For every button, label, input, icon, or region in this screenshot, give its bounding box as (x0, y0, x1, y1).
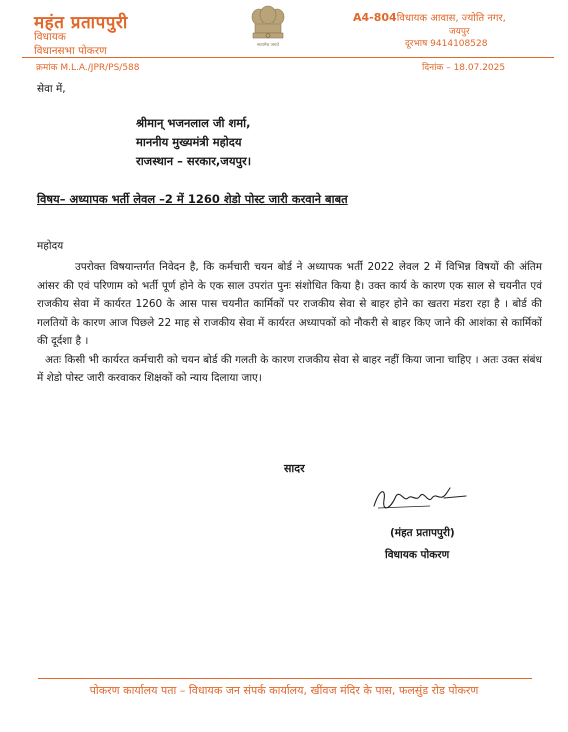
national-emblem-icon (247, 4, 289, 54)
handwritten-signature (370, 484, 470, 514)
letter-body (37, 258, 542, 388)
reference-number: क्रमांक M.L.A./JPR/PS/588 (36, 63, 140, 73)
letterhead-constituency: विधानसभा पोकरण (34, 45, 107, 57)
letter-date: दिनांक – 18.07.2025 (422, 63, 506, 73)
address-code: A4-804 (353, 11, 397, 24)
letterhead-name: महंत प्रतापपुरी (34, 13, 128, 33)
header-divider (22, 57, 554, 58)
recipient-designation: माननीय मुख्यमंत्री महोदय (136, 135, 242, 149)
phone-number: दूरभाष 9414108528 (405, 39, 488, 49)
signer-title: विधायक पोकरण (385, 549, 450, 561)
emblem-motto: सत्यमेव जयते (256, 43, 280, 48)
letterhead-address (353, 10, 506, 24)
salutation: महोदय (37, 240, 64, 252)
recipient-to: सेवा में, (37, 83, 66, 95)
closing-sadar: सादर (284, 462, 305, 475)
letterhead-designation: विधायक (34, 31, 66, 43)
footer-divider (38, 678, 532, 679)
recipient-location: राजस्थान – सरकार,जयपुर। (136, 154, 252, 168)
letter-subject: विषय– अध्यापक भर्ती लेवल –2 में 1260 शेडो पोस्ट जारी करवाने बाबत (37, 192, 348, 206)
recipient-name: श्रीमान् भजनलाल जी शर्मा, (136, 116, 251, 130)
address-city: जयपुर (449, 27, 470, 37)
signer-name: (मंहत प्रतापपुरी) (390, 527, 455, 539)
body-paragraph-2: अतः किसी भी कार्यरत कर्मचारी को चयन बोर्ड की गलती के कारण राजकीय सेवा से बाहर नहीं किया जाना चाहिए । अतः उक्त संबंध में शेडो पोस्ट जारी करवाकर शिक्षकों को न्याय दिलाया जाए। (37, 353, 542, 384)
footer-address: पोकरण कार्यालय पता – विधायक जन संपर्क कार्यालय, खींवज मंदिर के पास, फलसुंड रोड पोकरण (89, 684, 479, 697)
address-text: विधायक आवास, ज्योति नगर, (396, 13, 506, 24)
body-paragraph-1: उपरोक्त विषयान्तर्गत निवेदन है, कि कर्मचारी चयन बोर्ड ने अध्यापक भर्ती 2022 लेवल 2 में विभिन्न विषयों की अंतिम आंसर की एवं परिणाम को भर्ती पूर्ण होने के एक साल उपरांत पुनः संशोधित किया है। उक्त कार्य के कारण एक साल से चयनीत एवं राजकीय सेवा में कार्यरत 1260 के आस पास चयनीत कार्मिकों पर राजकीय सेवा से बाहर होने का खतरा मंडरा रहा है । बोर्ड की गलतियों के कारण आज पिछले 22 माह से राजकीय सेवा में कार्यरत अध्यापकों को नौकरी से बाहर किए जाने की आशंका से कार्मिकों की दूर्दशा है । (37, 261, 542, 347)
